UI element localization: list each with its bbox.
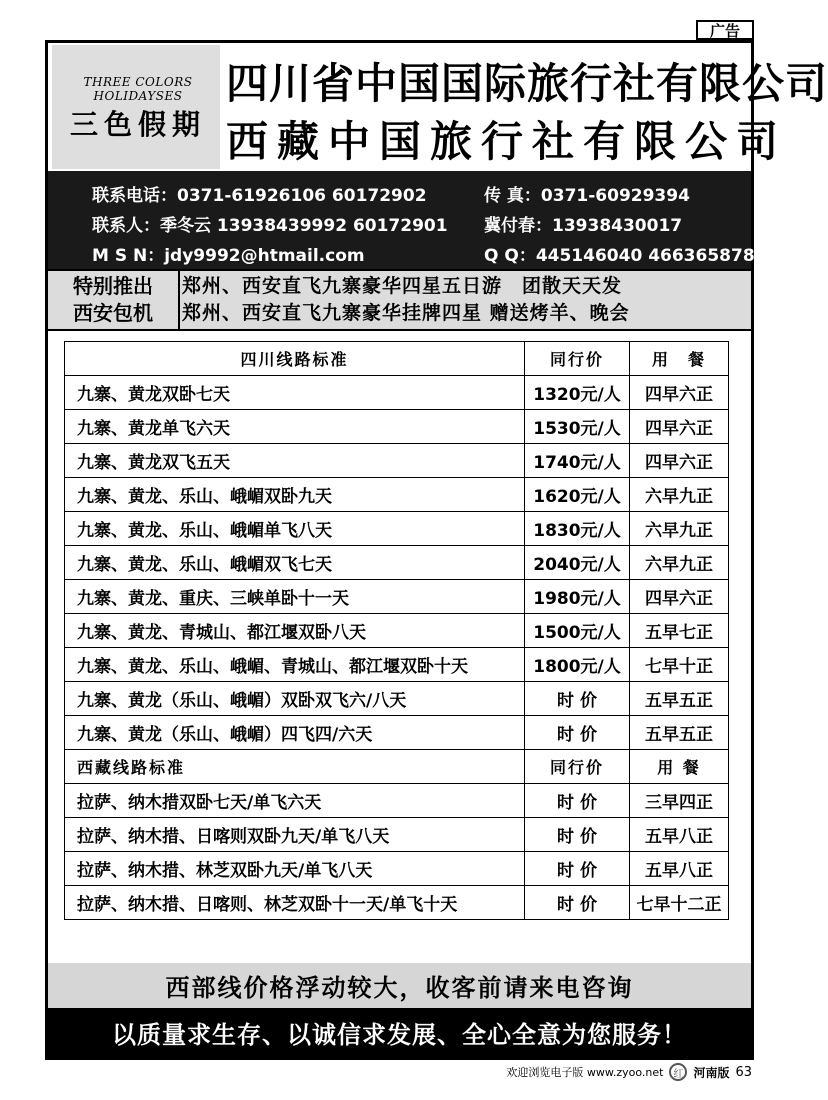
table-header-sichuan: [65, 342, 729, 376]
meal-cell: 五早八正: [630, 818, 729, 852]
fax: 传 真：0371-60929394: [484, 186, 690, 206]
route-cell: 九寨、黄龙双飞五天: [65, 444, 525, 478]
company-name-tibet: 西藏中国旅行社有限公司: [226, 117, 788, 166]
msn: M S N：jdy9992@htmail.com: [92, 246, 365, 266]
special-label-1: 特别推出: [73, 274, 153, 298]
special-line-1: 郑州、西安直飞九寨豪华四星五日游 团散天天发: [182, 275, 623, 297]
route-table: [64, 341, 729, 920]
price-cell: 时 价: [525, 852, 630, 886]
route-cell: 拉萨、纳木措双卧七天/单飞六天: [65, 784, 525, 818]
special-lines: [182, 273, 630, 327]
table-row: [65, 614, 729, 648]
meal-cell: 五早七正: [630, 614, 729, 648]
table-row: [65, 410, 729, 444]
route-cell: 拉萨、纳木措、林芝双卧九天/单飞八天: [65, 852, 525, 886]
price-cell: 1740元/人: [525, 444, 630, 478]
table-row: [65, 580, 729, 614]
price-cell: 1620元/人: [525, 478, 630, 512]
table-row: [65, 852, 729, 886]
qq: Q Q：445146040 466365878: [484, 246, 755, 266]
route-cell: 西藏线路标准: [65, 750, 525, 784]
contact-info: [48, 171, 755, 269]
route-cell: 拉萨、纳木措、日喀则双卧九天/单飞八天: [65, 818, 525, 852]
page-footer: [506, 1063, 752, 1081]
meal-cell: 用 餐: [630, 750, 729, 784]
page-number: 63: [735, 1064, 752, 1080]
meal-cell: 四早六正: [630, 580, 729, 614]
price-cell: 同行价: [525, 750, 630, 784]
route-cell: 九寨、黄龙（乐山、峨嵋）双卧双飞六/八天: [65, 682, 525, 716]
price-cell: 2040元/人: [525, 546, 630, 580]
table-row: [65, 648, 729, 682]
table-row: [65, 478, 729, 512]
table-row: [65, 716, 729, 750]
route-cell: 九寨、黄龙、乐山、峨嵋单飞八天: [65, 512, 525, 546]
route-cell: 九寨、黄龙、青城山、都江堰双卧八天: [65, 614, 525, 648]
header-meal: 用 餐: [630, 342, 729, 376]
route-cell: 九寨、黄龙、乐山、峨嵋双飞七天: [65, 546, 525, 580]
slogan: 以质量求生存、以诚信求发展、全心全意为您服务！: [48, 1008, 751, 1057]
route-cell: 拉萨、纳木措、日喀则、林芝双卧十一天/单飞十天: [65, 886, 525, 920]
route-cell: 九寨、黄龙（乐山、峨嵋）四飞四/六天: [65, 716, 525, 750]
meal-cell: 五早五正: [630, 682, 729, 716]
table-row: [65, 376, 729, 410]
special-offer: [48, 269, 751, 331]
route-cell: 九寨、黄龙、乐山、峨嵋双卧九天: [65, 478, 525, 512]
route-cell: 九寨、黄龙、乐山、峨嵋、青城山、都江堰双卧十天: [65, 648, 525, 682]
price-cell: 时 价: [525, 784, 630, 818]
logo-english: THREE COLORS HOLIDAYSES: [83, 75, 193, 103]
route-cell: 九寨、黄龙单飞六天: [65, 410, 525, 444]
price-cell: 1800元/人: [525, 648, 630, 682]
footer-text: 欢迎浏览电子版 www.zyoo.net: [506, 1066, 664, 1079]
meal-cell: 四早六正: [630, 410, 729, 444]
edition: 河南版: [693, 1065, 730, 1080]
brand-logo: [52, 45, 220, 169]
table-row: [65, 512, 729, 546]
route-cell: 九寨、黄龙、重庆、三峡单卧十一天: [65, 580, 525, 614]
price-cell: 时 价: [525, 818, 630, 852]
price-cell: 1980元/人: [525, 580, 630, 614]
special-label: [48, 271, 180, 329]
header-route: 四川线路标准: [65, 342, 525, 376]
price-cell: 1530元/人: [525, 410, 630, 444]
table-row: [65, 682, 729, 716]
meal-cell: 六早九正: [630, 546, 729, 580]
meal-cell: 六早九正: [630, 512, 729, 546]
meal-cell: 七早十二正: [630, 886, 729, 920]
meal-cell: 五早八正: [630, 852, 729, 886]
price-cell: 时 价: [525, 682, 630, 716]
ad-frame: [45, 40, 828, 1060]
meal-cell: 四早六正: [630, 444, 729, 478]
phone: 联系电话：0371-61926106 60172902: [92, 186, 427, 206]
price-cell: 时 价: [525, 716, 630, 750]
price-cell: 时 价: [525, 886, 630, 920]
table-row: [65, 818, 729, 852]
special-label-2: 西安包机: [73, 301, 153, 325]
table-header-tibet: [65, 750, 729, 784]
contact-person: 联系人：季冬云 13938439992 60172901: [92, 216, 448, 236]
meal-cell: 六早九正: [630, 478, 729, 512]
price-cell: 1320元/人: [525, 376, 630, 410]
contact-person-2: 冀付春：13938430017: [484, 216, 683, 236]
company-name-sichuan: 四川省中国国际旅行社有限公司: [226, 59, 828, 108]
price-cell: 1830元/人: [525, 512, 630, 546]
table-row: [65, 886, 729, 920]
meal-cell: 五早五正: [630, 716, 729, 750]
header: [48, 43, 828, 171]
meal-cell: 七早十正: [630, 648, 729, 682]
special-line-2: 郑州、西安直飞九寨豪华挂牌四星 赠送烤羊、晚会: [182, 302, 630, 324]
table-row: [65, 546, 729, 580]
price-cell: 1500元/人: [525, 614, 630, 648]
table-row: [65, 444, 729, 478]
meal-cell: 四早六正: [630, 376, 729, 410]
route-cell: 九寨、黄龙双卧七天: [65, 376, 525, 410]
magazine-logo-icon: 红: [669, 1063, 687, 1081]
logo-chinese: 三色假期: [69, 108, 206, 141]
table-row: [65, 784, 729, 818]
header-price: 同行价: [525, 342, 630, 376]
advertisement-tag: 广告: [696, 20, 754, 40]
meal-cell: 三早四正: [630, 784, 729, 818]
price-notice: 西部线价格浮动较大，收客前请来电咨询: [48, 963, 751, 1008]
